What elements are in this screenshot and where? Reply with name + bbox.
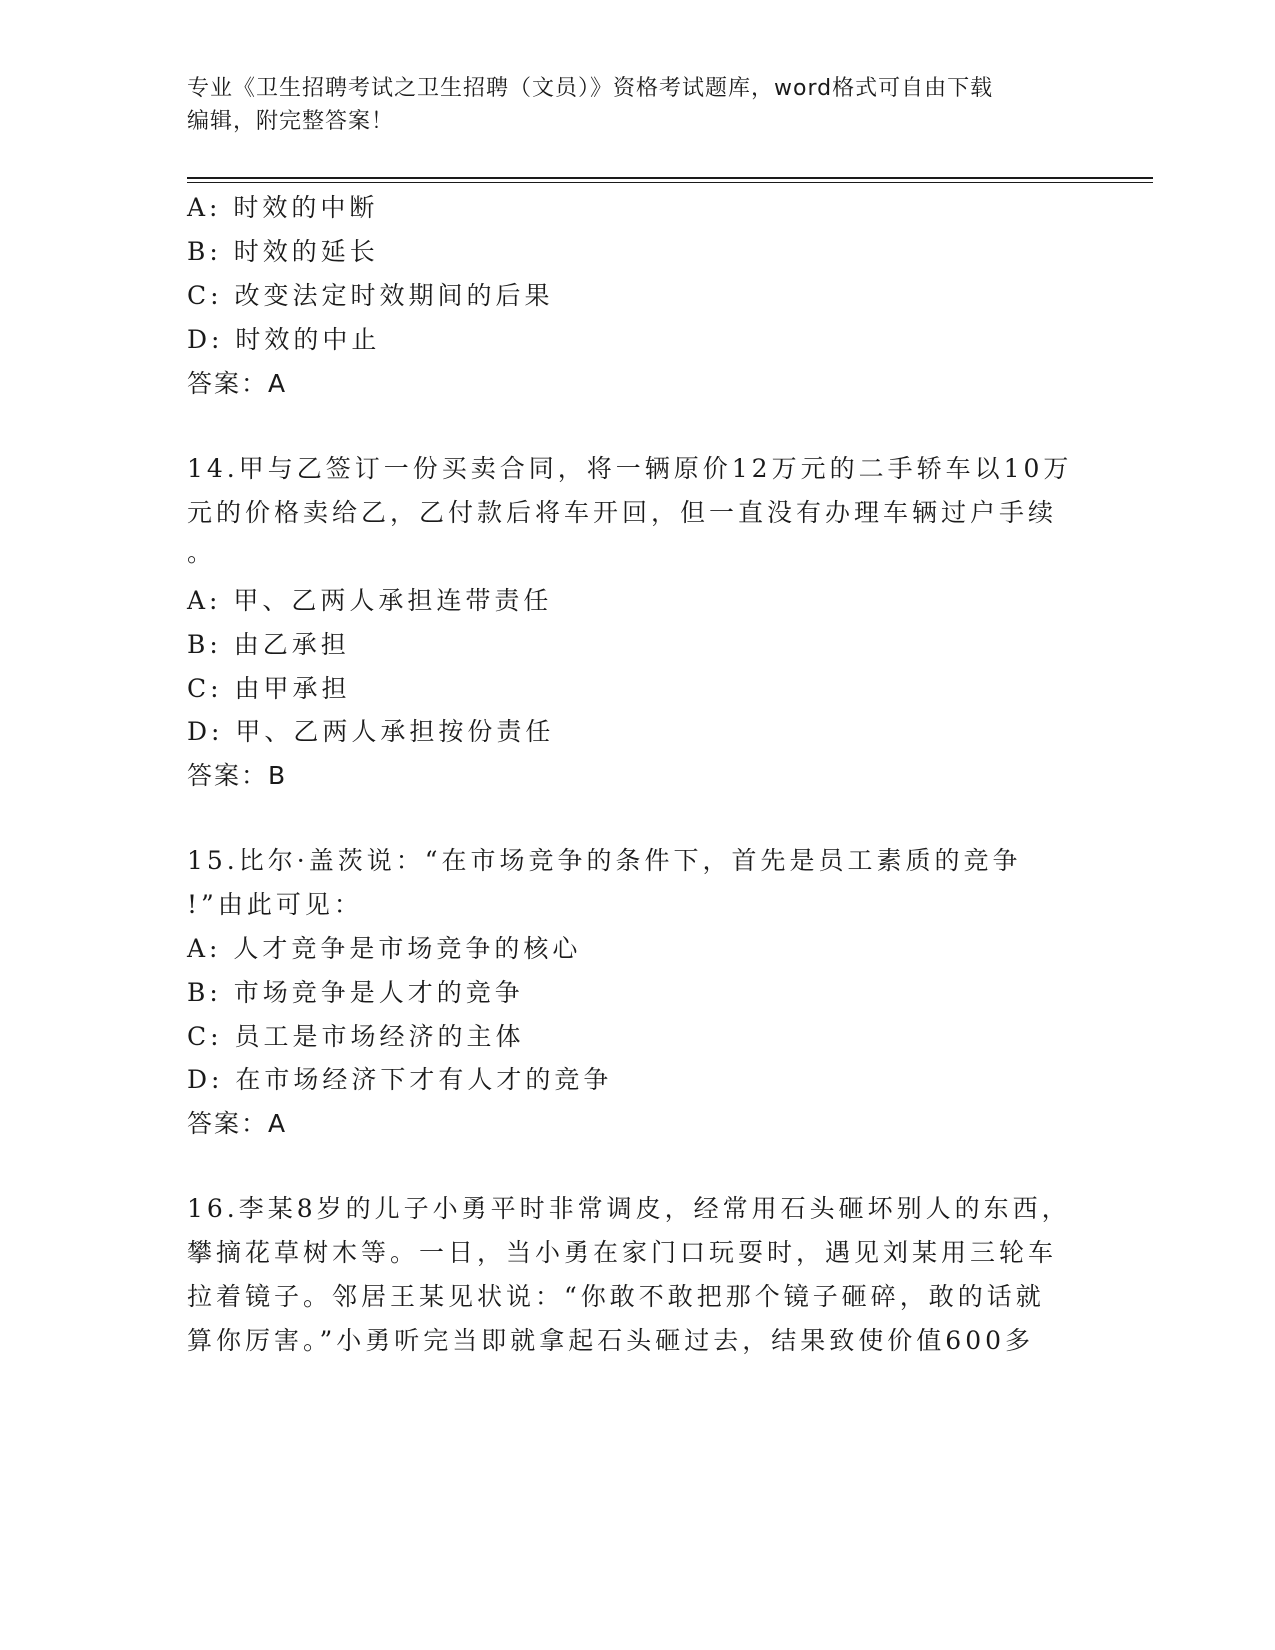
q14-option-b: B: 由乙承担: [187, 630, 350, 659]
header-divider-thick: [187, 177, 1153, 179]
q16-stem-line-2: 攀摘花草树木等。一日，当小勇在家门口玩耍时，遇见刘某用三轮车: [187, 1238, 1058, 1267]
q14-option-d: D: 甲、乙两人承担按份责任: [187, 717, 555, 746]
q14-stem-line-1: 14.甲与乙签订一份买卖合同，将一辆原价12万元的二手轿车以10万: [187, 454, 1073, 483]
q15-option-d: D: 在市场经济下才有人才的竞争: [187, 1065, 613, 1094]
q16-stem-line-4: 算你厉害。”小勇听完当即就拿起石头砸过去，结果致使价值600多: [187, 1326, 1035, 1355]
q13-option-b: B: 时效的延长: [187, 237, 379, 266]
q15-option-a: A: 人才竞争是市场竞争的核心: [187, 934, 582, 963]
q14-stem-line-3: 。: [187, 538, 217, 567]
q15-stem-line-1: 15.比尔·盖茨说：“在市场竞争的条件下，首先是员工素质的竞争: [187, 846, 1022, 875]
q14-answer: 答案：B: [187, 761, 288, 790]
q14-option-c: C: 由甲承担: [187, 674, 351, 703]
q15-answer: 答案：A: [187, 1109, 288, 1138]
q13-answer: 答案：A: [187, 369, 288, 398]
header-divider-thin: [187, 182, 1153, 183]
q13-option-d: D: 时效的中止: [187, 325, 381, 354]
q13-option-a: A: 时效的中断: [187, 193, 379, 222]
q15-option-c: C: 员工是市场经济的主体: [187, 1022, 525, 1051]
q15-stem-line-2: !”由此可见：: [187, 890, 363, 919]
q16-stem-line-3: 拉着镜子。邻居王某见状说：“你敢不敢把那个镜子砸碎，敢的话就: [187, 1282, 1045, 1311]
header-line-1: 专业《卫生招聘考试之卫生招聘（文员）》资格考试题库，word格式可自由下载: [187, 76, 994, 101]
q14-stem-line-2: 元的价格卖给乙，乙付款后将车开回，但一直没有办理车辆过户手续: [187, 498, 1058, 527]
document-header: [187, 72, 1067, 138]
q15-option-b: B: 市场竞争是人才的竞争: [187, 978, 524, 1007]
q13-option-c: C: 改变法定时效期间的后果: [187, 281, 554, 310]
q14-option-a: A: 甲、乙两人承担连带责任: [187, 586, 553, 615]
header-line-2: 编辑，附完整答案！: [187, 109, 395, 134]
q16-stem-line-1: 16.李某8岁的儿子小勇平时非常调皮，经常用石头砸坏别人的东西，: [187, 1194, 1071, 1223]
